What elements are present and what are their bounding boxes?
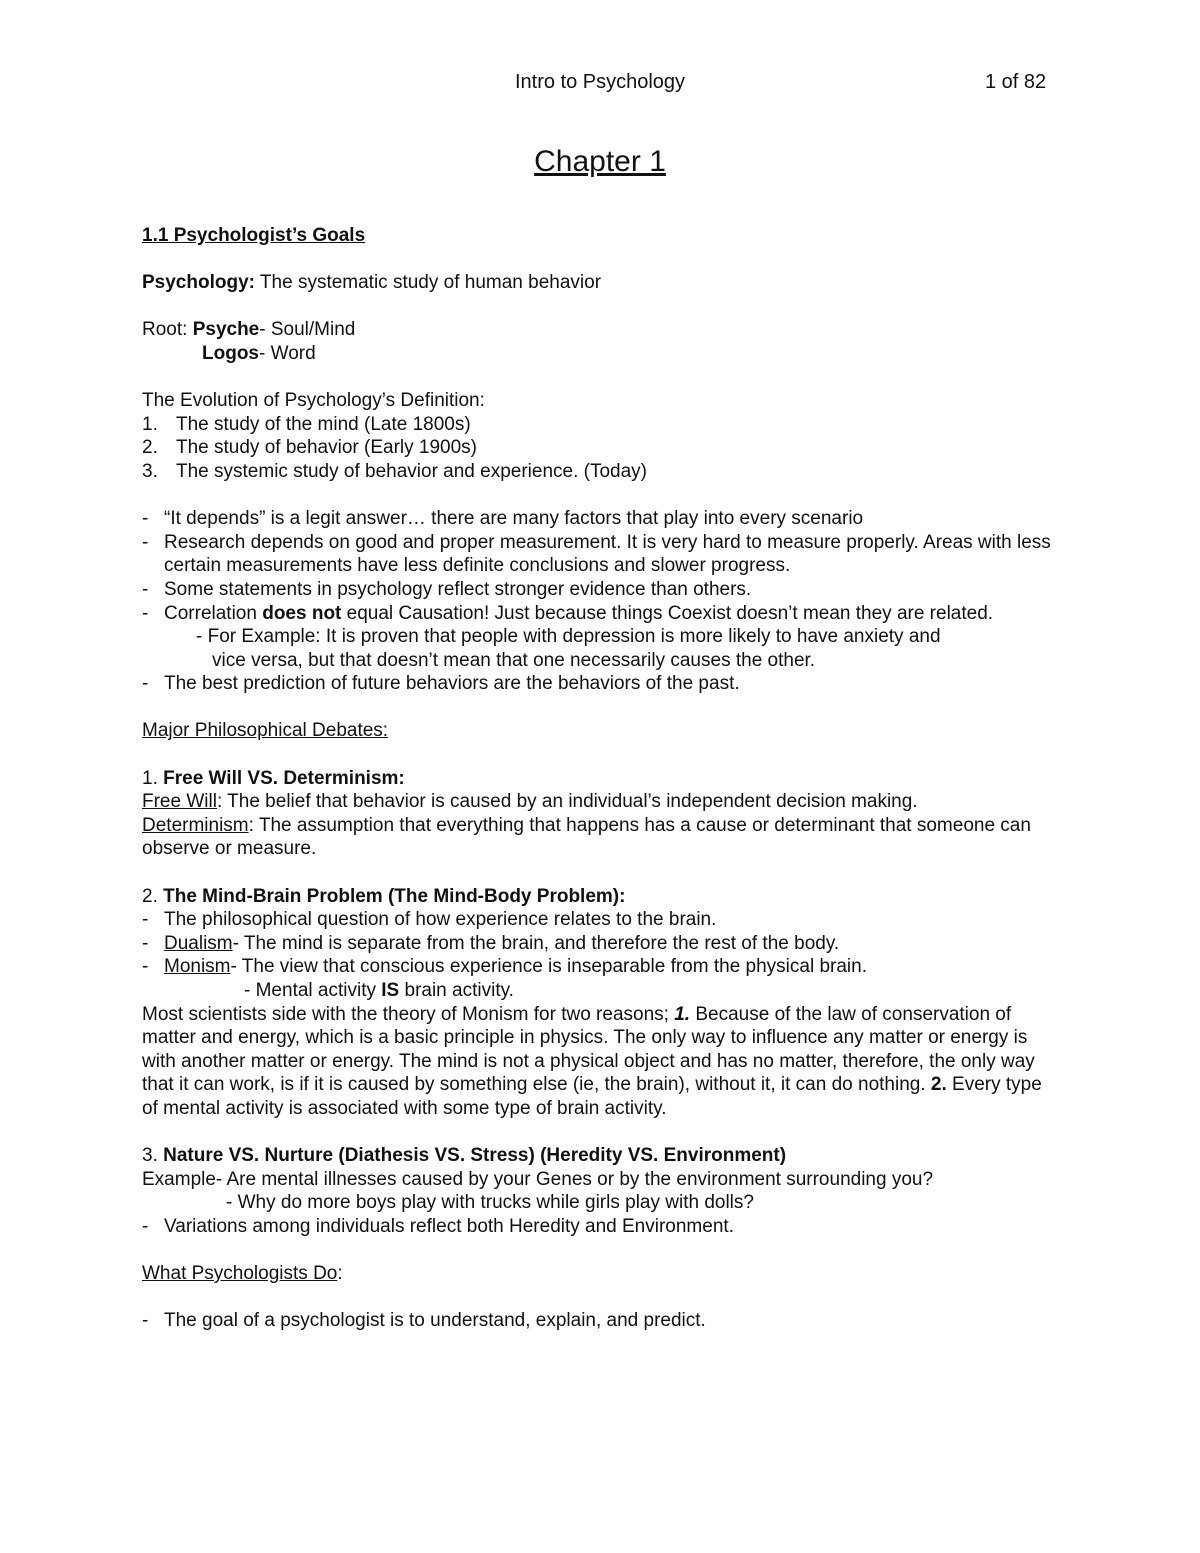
debate-3-example: Example- Are mental illnesses caused by your Genes or by the environment surrounding you? <box>142 1168 934 1190</box>
psychology-definition: Psychology: The systematic study of human behavior <box>142 272 602 294</box>
bullet-item: - Research depends on good and proper measurement. It is very hard to measure properly. Areas with less certain measurements have less definite conclusions and slower progress. <box>142 531 1051 577</box>
free-will-definition: Free Will: The belief that behavior is caused by an individual’s independent decision making. <box>142 791 918 813</box>
bullet-item: - Correlation does not equal Causation! Just because things Coexist doesn’t mean they are related. <box>142 602 994 624</box>
debate-2-title: 2. The Mind-Brain Problem (The Mind-Body Problem): <box>142 885 626 907</box>
bullet-item: - Dualism- The mind is separate from the brain, and therefore the rest of the body. <box>142 932 840 954</box>
bullet-item: - Variations among individuals reflect both Heredity and Environment. <box>142 1215 734 1237</box>
bullet-subitem: - For Example: It is proven that people with depression is more likely to have anxiety and <box>196 626 941 648</box>
header-title: Intro to Psychology <box>514 71 686 93</box>
section-heading: 1.1 Psychologist’s Goals <box>142 225 366 246</box>
bullet-subitem: - Why do more boys play with trucks while girls play with dolls? <box>226 1192 754 1214</box>
chapter-title: Chapter 1 <box>534 145 666 178</box>
bullet-item: - Some statements in psychology reflect stronger evidence than others. <box>142 578 752 600</box>
bullet-subitem: - Mental activity IS brain activity. <box>244 980 514 1001</box>
root-logos: Logos- Word <box>202 342 316 364</box>
list-item: 2. The study of behavior (Early 1900s) <box>142 437 477 459</box>
document-body <box>142 224 1062 1333</box>
bullet-item: - Monism- The view that conscious experience is inseparable from the physical brain. <box>142 956 867 978</box>
page-number: 1 of 82 <box>985 71 1047 93</box>
evolution-intro: The Evolution of Psychology’s Definition: <box>142 390 485 412</box>
bullet-item: - The goal of a psychologist is to understand, explain, and predict. <box>142 1310 706 1332</box>
root-psyche: Root: Psyche- Soul/Mind <box>142 319 356 341</box>
bullet-subitem-continued: vice versa, but that doesn’t mean that one necessarily causes the other. <box>212 649 816 671</box>
list-item: 3. The systemic study of behavior and experience. (Today) <box>142 460 648 482</box>
bullet-item: - “It depends” is a legit answer… there are many factors that play into every scenario <box>142 508 864 530</box>
what-psychologists-do-heading: What Psychologists Do: <box>142 1263 343 1285</box>
debates-heading: Major Philosophical Debates: <box>142 720 389 742</box>
list-item: 1. The study of the mind (Late 1800s) <box>142 413 471 435</box>
bullet-item: - The best prediction of future behaviors are the behaviors of the past. <box>142 673 740 695</box>
determinism-definition: Determinism: The assumption that everything that happens has a cause or determinant that someone can observe or measure. <box>142 814 1031 860</box>
debate-1-title: 1. Free Will VS. Determinism: <box>142 767 405 789</box>
bullet-item: - The philosophical question of how experience relates to the brain. <box>142 909 717 931</box>
monism-paragraph: Most scientists side with the theory of Monism for two reasons; 1. Because of the law of conservation of matter and energy, which is a basic principle in physics. The only way to influence any matter or energy is with another matter or energy. The mind is not a physical object and has no matter, therefore, the only way that it can work, is if it is caused by something else (ie, the brain), without it, it can do nothing. 2. Every type of mental activity is associated with some type of brain activity. <box>142 1003 1042 1119</box>
debate-3-title: 3. Nature VS. Nurture (Diathesis VS. Stress) (Heredity VS. Environment) <box>142 1145 787 1167</box>
